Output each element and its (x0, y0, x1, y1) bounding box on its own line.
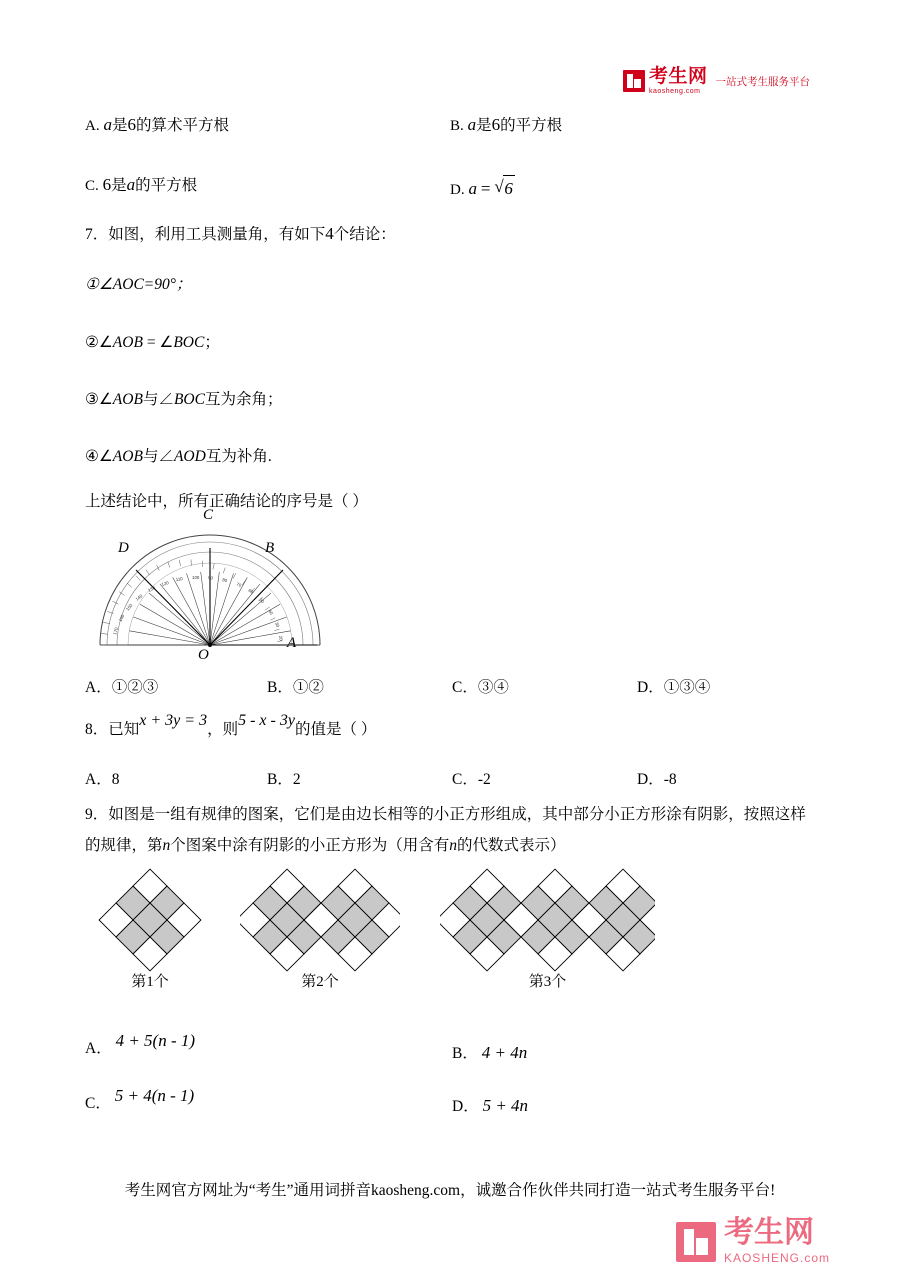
q7-conclusion-4-end: 互为补角. (205, 448, 272, 465)
q9-option-b (452, 1040, 527, 1066)
q9-line-2-end: 的代数式表示） (457, 837, 566, 854)
watermark-subtext: KAOSHENG.com (723, 1251, 830, 1265)
q9-option-c-label: C． (85, 1095, 111, 1112)
q8-stem (85, 712, 377, 742)
kaosheng-logo (623, 68, 810, 94)
q9-option-a-label: A． (85, 1040, 112, 1057)
svg-text:20: 20 (278, 635, 284, 641)
q7-conclusion-3-mid: 与∠ (142, 391, 174, 408)
q7-conclusion-3-end: 互为余角； (204, 391, 283, 408)
q9-stem-line-2 (85, 834, 566, 857)
q6-option-c-num: 6 (102, 175, 112, 194)
q6-option-b-label: B. (450, 118, 464, 134)
q6-option-c-var: a (126, 175, 136, 194)
q9-stem-line-1 (85, 803, 806, 826)
figure-label-a: A (287, 635, 297, 651)
q8-option-c-text: -2 (477, 771, 491, 788)
q8-option-d-text: -8 (663, 771, 677, 788)
q7-conclusion-2-pre: ②∠ (85, 334, 113, 351)
q9-option-b-expr: 4 + 4n (481, 1043, 528, 1062)
q7-option-a (85, 676, 158, 699)
footer-note: 考生网官方网址为“考生”通用词拼音kaosheng.com，诚邀合作伙伴共同打造一站式考生服务平台! (124, 1182, 776, 1199)
q7-conclusion-1 (85, 270, 191, 299)
figure-label-d: D (118, 540, 129, 556)
q6-option-d-var: a (468, 179, 477, 198)
q8-stem-3: 的值是（ ） (294, 721, 377, 738)
svg-text:110: 110 (175, 576, 184, 582)
svg-text:140: 140 (134, 593, 144, 602)
q9-option-d-expr: 5 + 4n (482, 1096, 529, 1115)
logo-tagline: 一站式考生服务平台 (715, 75, 810, 88)
pattern-svg-1 (95, 868, 205, 973)
q7-conclusion-4-pre: ④∠ (85, 448, 113, 465)
q7-stem-1: 如图，利用工具测量角，有如下 (108, 226, 326, 243)
q8-option-a (85, 768, 119, 791)
q9-option-a (85, 1031, 196, 1061)
pattern-svg-2 (240, 868, 400, 973)
q7-option-b-label: B． (267, 679, 293, 696)
q7-stem (85, 218, 396, 250)
q8-option-b-text: 2 (292, 771, 301, 788)
q7-conclusion-3-a: AOB (112, 391, 143, 408)
q9-option-b-label: B． (452, 1045, 478, 1062)
q8-option-a-text: 8 (111, 771, 120, 788)
q9-option-c-expr: 5 + 4(n - 1) (114, 1086, 195, 1105)
q6-option-b-var: a (467, 115, 477, 134)
q7-option-b-text: ①② (292, 679, 324, 696)
q7-conclusion-2-b: BOC (173, 334, 205, 351)
q8-option-d-label: D． (637, 771, 664, 788)
svg-text:60: 60 (247, 587, 255, 595)
q7-option-a-text: ①②③ (111, 679, 159, 696)
q6-option-c (85, 172, 197, 198)
figure-label-o: O (198, 647, 209, 663)
q9-option-c (85, 1086, 195, 1116)
q7-conclusion-3 (85, 385, 282, 414)
svg-text:30: 30 (274, 621, 281, 628)
svg-text:40: 40 (267, 608, 275, 616)
q9-line-2-mid: 个图案中涂有阴影的小正方形为（用含有 (170, 837, 450, 854)
q6-option-a (85, 112, 229, 138)
protractor-svg (80, 515, 340, 670)
logo-subtext: kaosheng.com (648, 88, 701, 95)
pattern-figure-1 (95, 868, 205, 978)
q6-option-d-eq: = (480, 179, 491, 198)
q6-option-a-label: A. (85, 118, 100, 134)
q7-option-d (637, 676, 710, 699)
q9-line-2-n: n (162, 837, 171, 854)
svg-text:100: 100 (192, 575, 200, 580)
q9-line-2-pre: 的规律，第 (85, 837, 163, 854)
q8-option-b-label: B． (267, 771, 293, 788)
q6-option-a-num: 6 (127, 115, 136, 134)
q6-option-c-label: C. (85, 178, 99, 194)
q8-equation: x + 3y = 3 (139, 712, 208, 729)
q6-option-d-radicand: 6 (503, 175, 515, 202)
q7-option-d-text: ①③④ (663, 679, 711, 696)
logo-text: 考生网 (648, 66, 708, 87)
q9-number: 9． (85, 806, 109, 823)
q9-line-1: 如图是一组有规律的图案，它们是由边长相等的小正方形组成，其中部分小正方形涂有阴影，按照这样 (108, 806, 806, 823)
q8-stem-1: 已知 (108, 721, 140, 738)
q6-option-d-radical (494, 175, 515, 202)
q6-option-a-var: a (103, 115, 112, 134)
q8-number: 8． (85, 721, 109, 738)
q7-stem-2: 个结论： (333, 226, 396, 243)
svg-text:160: 160 (117, 613, 126, 623)
q7-conclusion-2 (85, 328, 220, 357)
q7-option-d-label: D． (637, 679, 664, 696)
q8-stem-2: ，则 (207, 721, 239, 738)
q7-conclusion-1-text: ①∠AOC=90°； (85, 276, 192, 293)
q7-stem-count: 4 (325, 224, 334, 243)
q7-option-c (452, 676, 509, 699)
q7-conclusion-4 (85, 442, 272, 471)
q7-option-c-text: ③④ (477, 679, 509, 696)
q9-line-2-n2: n (449, 837, 458, 854)
footer-watermark (676, 1218, 830, 1265)
q6-option-b-num: 6 (491, 115, 501, 134)
q6-option-c-tail: 的平方根 (135, 177, 198, 194)
protractor-figure (80, 507, 340, 670)
svg-text:170: 170 (112, 626, 119, 636)
q9-option-d (452, 1093, 528, 1119)
q7-ask-line: 上述结论中，所有正确结论的序号是（ ） (85, 493, 368, 510)
q6-option-d-label: D. (450, 182, 465, 198)
svg-text:120: 120 (160, 580, 170, 587)
q7-option-a-label: A． (85, 679, 112, 696)
q6-option-d (450, 175, 515, 202)
watermark-logo-icon (676, 1222, 716, 1262)
q6-option-c-shi: 是 (111, 177, 127, 194)
svg-text:80: 80 (221, 577, 228, 584)
q6-option-b (450, 112, 562, 138)
q7-number: 7． (85, 226, 109, 243)
pattern-caption-3: 第3个 (528, 974, 567, 990)
q7-option-c-label: C． (452, 679, 478, 696)
svg-text:50: 50 (258, 597, 266, 605)
q9-option-a-expr: 4 + 5(n - 1) (115, 1031, 196, 1050)
q8-option-d (637, 768, 677, 791)
q6-option-b-tail: 的平方根 (500, 117, 563, 134)
q7-conclusion-3-b: BOC (173, 391, 205, 408)
figure-label-b: B (265, 540, 275, 556)
q7-conclusion-2-a: AOB (112, 334, 143, 351)
q8-expression: 5 - x - 3y (238, 712, 295, 729)
q9-option-d-label: D． (452, 1098, 479, 1115)
q7-conclusion-4-mid: 与∠ (142, 448, 174, 465)
q7-conclusion-3-pre: ③∠ (85, 391, 113, 408)
q7-conclusion-4-a: AOB (112, 448, 143, 465)
pattern-caption-1: 第1个 (131, 974, 169, 990)
svg-text:70: 70 (235, 581, 243, 588)
q7-conclusion-2-mid: = ∠ (142, 334, 174, 351)
q6-option-b-shi: 是 (476, 117, 492, 134)
svg-text:90: 90 (207, 575, 214, 581)
svg-text:130: 130 (147, 585, 156, 593)
q8-option-a-label: A． (85, 771, 112, 788)
pattern-caption-2: 第2个 (301, 974, 339, 990)
pattern-svg-3 (440, 868, 655, 973)
pattern-figure-3 (440, 868, 655, 978)
q8-option-c (452, 768, 491, 791)
q8-option-b (267, 768, 301, 791)
q7-conclusion-2-end: ； (204, 334, 220, 351)
kaosheng-logo-icon (623, 70, 645, 92)
watermark-text: 考生网 (723, 1216, 814, 1249)
q6-option-a-tail: 的算术平方根 (135, 117, 229, 134)
figure-label-c: C (203, 507, 214, 523)
svg-text:150: 150 (124, 602, 134, 612)
q7-conclusion-4-b: AOD (173, 448, 206, 465)
q8-option-c-label: C． (452, 771, 478, 788)
q7-option-b (267, 676, 324, 699)
q6-option-a-shi: 是 (111, 117, 128, 134)
pattern-figure-2 (240, 868, 400, 978)
